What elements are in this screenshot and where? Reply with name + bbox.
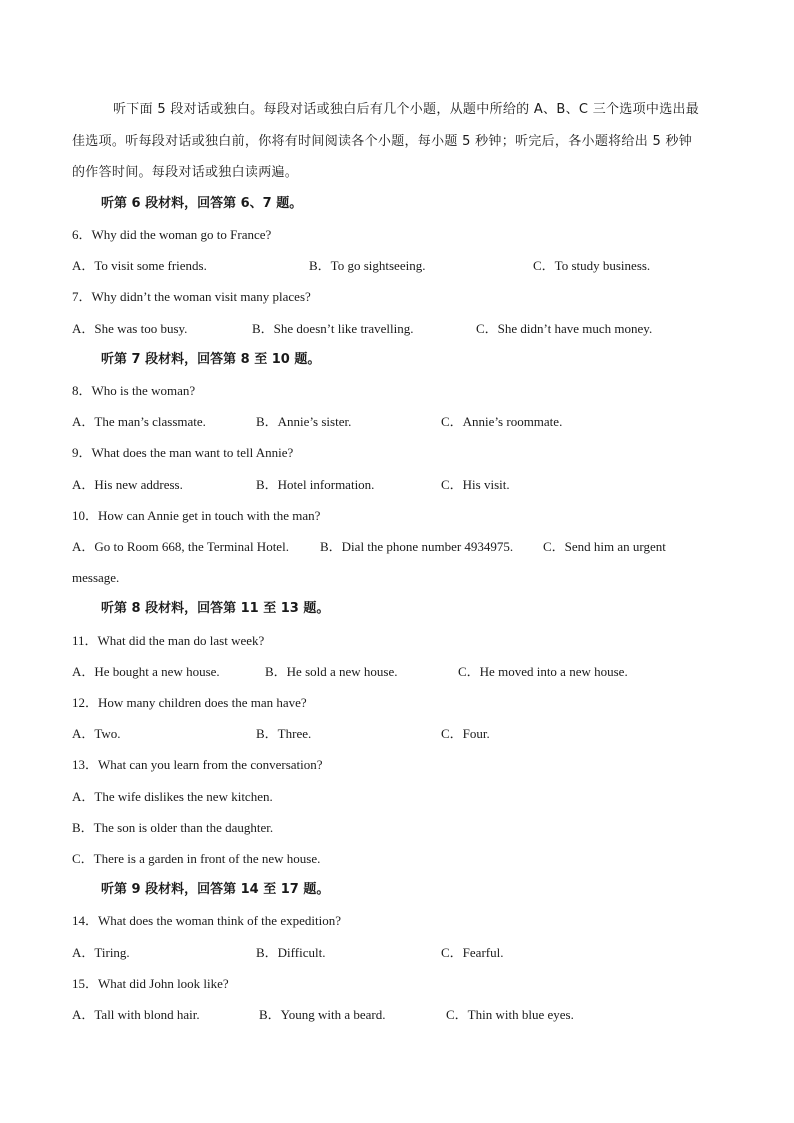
q12-option-a: A．Two. — [72, 726, 121, 741]
q6-option-a: A．To visit some friends. — [72, 258, 207, 273]
section-heading-9: 听第 9 段材料，回答第 14 至 17 题。 — [101, 882, 330, 897]
q7-option-b: B．She doesn’t like travelling. — [252, 321, 414, 336]
q10-option-c: C．Send him an urgent — [543, 539, 666, 554]
q8-option-a: A．The man’s classmate. — [72, 414, 206, 429]
question-8: 8．Who is the woman? — [72, 383, 196, 398]
q15-option-b: B．Young with a beard. — [259, 1007, 386, 1022]
instructions-line-3: 的作答时间。每段对话或独白读两遍。 — [72, 165, 299, 180]
q13-option-b: B．The son is older than the daughter. — [72, 820, 274, 835]
q6-option-b: B．To go sightseeing. — [309, 258, 426, 273]
q12-option-b: B．Three. — [256, 726, 312, 741]
q11-option-a: A．He bought a new house. — [72, 664, 220, 679]
q12-option-c: C．Four. — [441, 726, 490, 741]
question-10: 10．How can Annie get in touch with the man? — [72, 508, 321, 523]
q7-option-a: A．She was too busy. — [72, 321, 188, 336]
q13-option-a: A．The wife dislikes the new kitchen. — [72, 789, 273, 804]
q8-option-b: B．Annie’s sister. — [256, 414, 352, 429]
section-heading-7: 听第 7 段材料，回答第 8 至 10 题。 — [101, 352, 321, 367]
section-heading-6: 听第 6 段材料，回答第 6、7 题。 — [101, 196, 303, 211]
question-11: 11．What did the man do last week? — [72, 633, 265, 648]
q14-option-c: C．Fearful. — [441, 945, 504, 960]
section-heading-8: 听第 8 段材料，回答第 11 至 13 题。 — [101, 601, 330, 616]
q8-option-c: C．Annie’s roommate. — [441, 414, 563, 429]
question-15: 15．What did John look like? — [72, 976, 229, 991]
q15-option-a: A．Tall with blond hair. — [72, 1007, 200, 1022]
question-6: 6．Why did the woman go to France? — [72, 227, 272, 242]
question-14: 14．What does the woman think of the expedition? — [72, 913, 341, 928]
q15-option-c: C．Thin with blue eyes. — [446, 1007, 574, 1022]
q11-option-c: C．He moved into a new house. — [458, 664, 628, 679]
question-13: 13．What can you learn from the conversation? — [72, 757, 323, 772]
q10-option-a: A．Go to Room 668, the Terminal Hotel. — [72, 539, 289, 554]
instructions-line-2: 佳选项。听每段对话或独白前，你将有时间阅读各个小题，每小题 5 秒钟；听完后，各小题将给出 5 秒钟 — [72, 134, 693, 149]
q6-option-c: C．To study business. — [533, 258, 651, 273]
q13-option-c: C．There is a garden in front of the new house. — [72, 851, 321, 866]
question-9: 9．What does the man want to tell Annie? — [72, 445, 294, 460]
question-12: 12．How many children does the man have? — [72, 695, 307, 710]
instructions-line-1: 听下面 5 段对话或独白。每段对话或独白后有几个小题，从题中所给的 A、B、C 三个选项中选出最 — [113, 102, 700, 117]
q14-option-b: B．Difficult. — [256, 945, 326, 960]
q11-option-b: B．He sold a new house. — [265, 664, 398, 679]
q10-option-c-continued: message. — [72, 570, 120, 585]
q9-option-c: C．His visit. — [441, 477, 510, 492]
q14-option-a: A．Tiring. — [72, 945, 130, 960]
q7-option-c: C．She didn’t have much money. — [476, 321, 653, 336]
q9-option-b: B．Hotel information. — [256, 477, 375, 492]
q10-option-b: B．Dial the phone number 4934975. — [320, 539, 514, 554]
question-7: 7．Why didn’t the woman visit many places? — [72, 289, 311, 304]
q9-option-a: A．His new address. — [72, 477, 183, 492]
